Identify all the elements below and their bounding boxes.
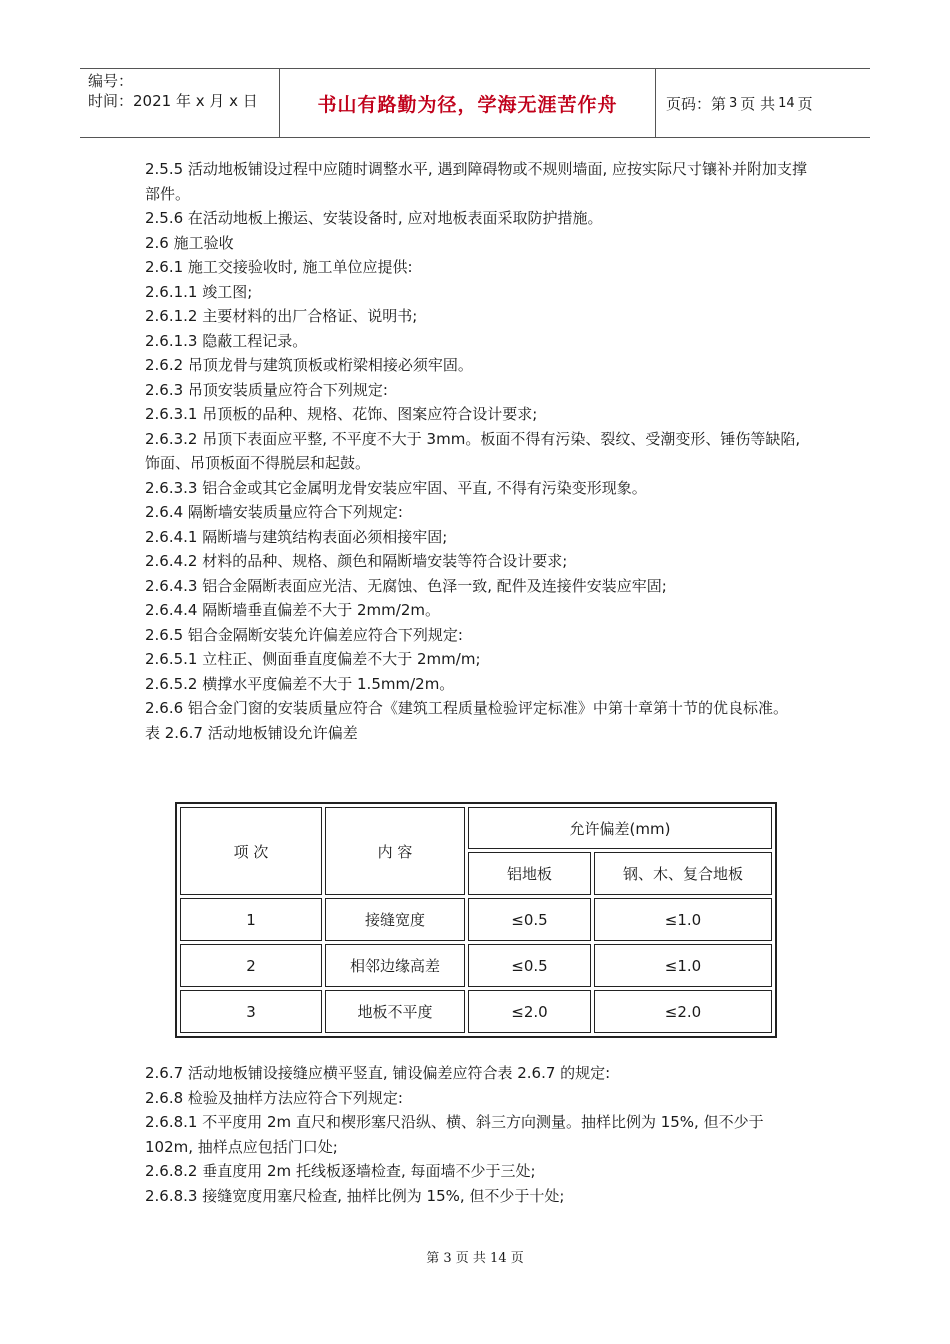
cell-content: 地板不平度 — [325, 990, 465, 1033]
header-item-no: 项 次 — [180, 807, 322, 895]
header-motto: 书山有路勤为径，学海无涯苦作舟 — [280, 69, 656, 137]
paragraph: 2.6.3 吊顶安装质量应符合下列规定: — [145, 380, 388, 399]
paragraph: 2.6.8.3 接缝宽度用塞尺检查, 抽样比例为 15%, 但不少于十处; — [145, 1186, 565, 1205]
cell-composite: ≤1.0 — [594, 898, 772, 941]
paragraph: 2.6.3.2 吊顶下表面应平整, 不平度不大于 3mm。板面不得有污染、裂纹、受潮变形、锤伤等缺陷, 饰面、吊顶板面不得脱层和起鼓。 — [145, 429, 801, 472]
paragraph: 2.6.4.1 隔断墙与建筑结构表面必须相接牢固; — [145, 527, 448, 546]
document-body-continued — [145, 1061, 810, 1208]
header-content: 内 容 — [325, 807, 465, 895]
paragraph: 2.6.5.1 立柱正、侧面垂直度偏差不大于 2mm/m; — [145, 650, 481, 668]
paragraph: 2.6.5 铝合金隔断安装允许偏差应符合下列规定: — [145, 625, 463, 644]
header-meta — [80, 69, 280, 137]
cell-aluminum: ≤0.5 — [468, 944, 591, 987]
section-heading: 2.6 施工验收 — [145, 233, 234, 252]
cell-content: 相邻边缘高差 — [325, 944, 465, 987]
paragraph: 2.6.2 吊顶龙骨与建筑顶板或桁梁相接必须牢固。 — [145, 356, 473, 374]
page-suffix: 页 — [797, 94, 813, 113]
page-total: 14 — [778, 95, 795, 111]
cell-content: 接缝宽度 — [325, 898, 465, 941]
page-header — [80, 68, 870, 138]
header-page-info — [656, 69, 870, 137]
tolerance-table-wrapper — [175, 802, 777, 1038]
paragraph: 2.6.6 铝合金门窗的安装质量应符合《建筑工程质量检验评定标准》中第十章第十节的优良标准。 — [145, 699, 788, 717]
header-tolerance: 允许偏差(mm) — [468, 807, 772, 849]
paragraph: 2.6.8.1 不平度用 2m 直尺和楔形塞尺沿纵、横、斜三方向测量。抽样比例为 15%, 但不少于 102m, 抽样点应包括门口处; — [145, 1113, 764, 1156]
page-number: 3 — [729, 95, 738, 111]
paragraph: 2.6.4.2 材料的品种、规格、颜色和隔断墙安装等符合设计要求; — [145, 552, 568, 570]
paragraph: 2.6.4.4 隔断墙垂直偏差不大于 2mm/2m。 — [145, 601, 440, 619]
header-aluminum-floor: 铝地板 — [468, 852, 591, 895]
document-body — [145, 157, 810, 745]
tolerance-table — [175, 802, 777, 1038]
paragraph: 2.5.5 活动地板铺设过程中应随时调整水平, 遇到障碍物或不规则墙面, 应按实际尺寸镶补并附加支撑部件。 — [145, 160, 808, 203]
paragraph: 2.6.8.2 垂直度用 2m 托线板逐墙检查, 每面墙不少于三处; — [145, 1162, 536, 1180]
cell-composite: ≤1.0 — [594, 944, 772, 987]
paragraph: 2.6.1.1 竣工图; — [145, 282, 253, 301]
cell-aluminum: ≤2.0 — [468, 990, 591, 1033]
paragraph: 2.6.8 检验及抽样方法应符合下列规定: — [145, 1088, 403, 1107]
paragraph: 2.6.1.2 主要材料的出厂合格证、说明书; — [145, 307, 418, 325]
cell-no: 2 — [180, 944, 322, 987]
cell-aluminum: ≤0.5 — [468, 898, 591, 941]
table-row — [180, 990, 772, 1033]
paragraph: 2.5.6 在活动地板上搬运、安装设备时, 应对地板表面采取防护措施。 — [145, 209, 603, 227]
paragraph: 2.6.4.3 铝合金隔断表面应光洁、无腐蚀、色泽一致, 配件及连接件安装应牢固; — [145, 576, 667, 595]
page-footer: 第 3 页 共 14 页 — [426, 1251, 524, 1266]
cell-composite: ≤2.0 — [594, 990, 772, 1033]
paragraph: 2.6.1.3 隐蔽工程记录。 — [145, 331, 308, 350]
document-number-label: 编号： — [88, 72, 134, 90]
cell-no: 3 — [180, 990, 322, 1033]
paragraph: 2.6.4 隔断墙安装质量应符合下列规定: — [145, 503, 403, 521]
paragraph: 2.6.3.3 铝合金或其它金属明龙骨安装应牢固、平直, 不得有污染变形现象。 — [145, 478, 647, 497]
paragraph: 2.6.7 活动地板铺设接缝应横平竖直, 铺设偏差应符合表 2.6.7 的规定: — [145, 1064, 611, 1082]
table-row — [180, 944, 772, 987]
document-time-label: 时间：2021 年 x 月 x 日 — [88, 92, 258, 110]
page-prefix: 页码：第 — [666, 94, 727, 113]
page-mid: 页 共 — [740, 94, 776, 113]
paragraph: 2.6.3.1 吊顶板的品种、规格、花饰、图案应符合设计要求; — [145, 405, 538, 423]
cell-no: 1 — [180, 898, 322, 941]
table-row — [180, 898, 772, 941]
paragraph: 2.6.5.2 横撑水平度偏差不大于 1.5mm/2m。 — [145, 674, 455, 693]
table-caption: 表 2.6.7 活动地板铺设允许偏差 — [145, 723, 358, 742]
header-composite-floor: 钢、木、复合地板 — [594, 852, 772, 895]
paragraph: 2.6.1 施工交接验收时, 施工单位应提供: — [145, 258, 413, 276]
